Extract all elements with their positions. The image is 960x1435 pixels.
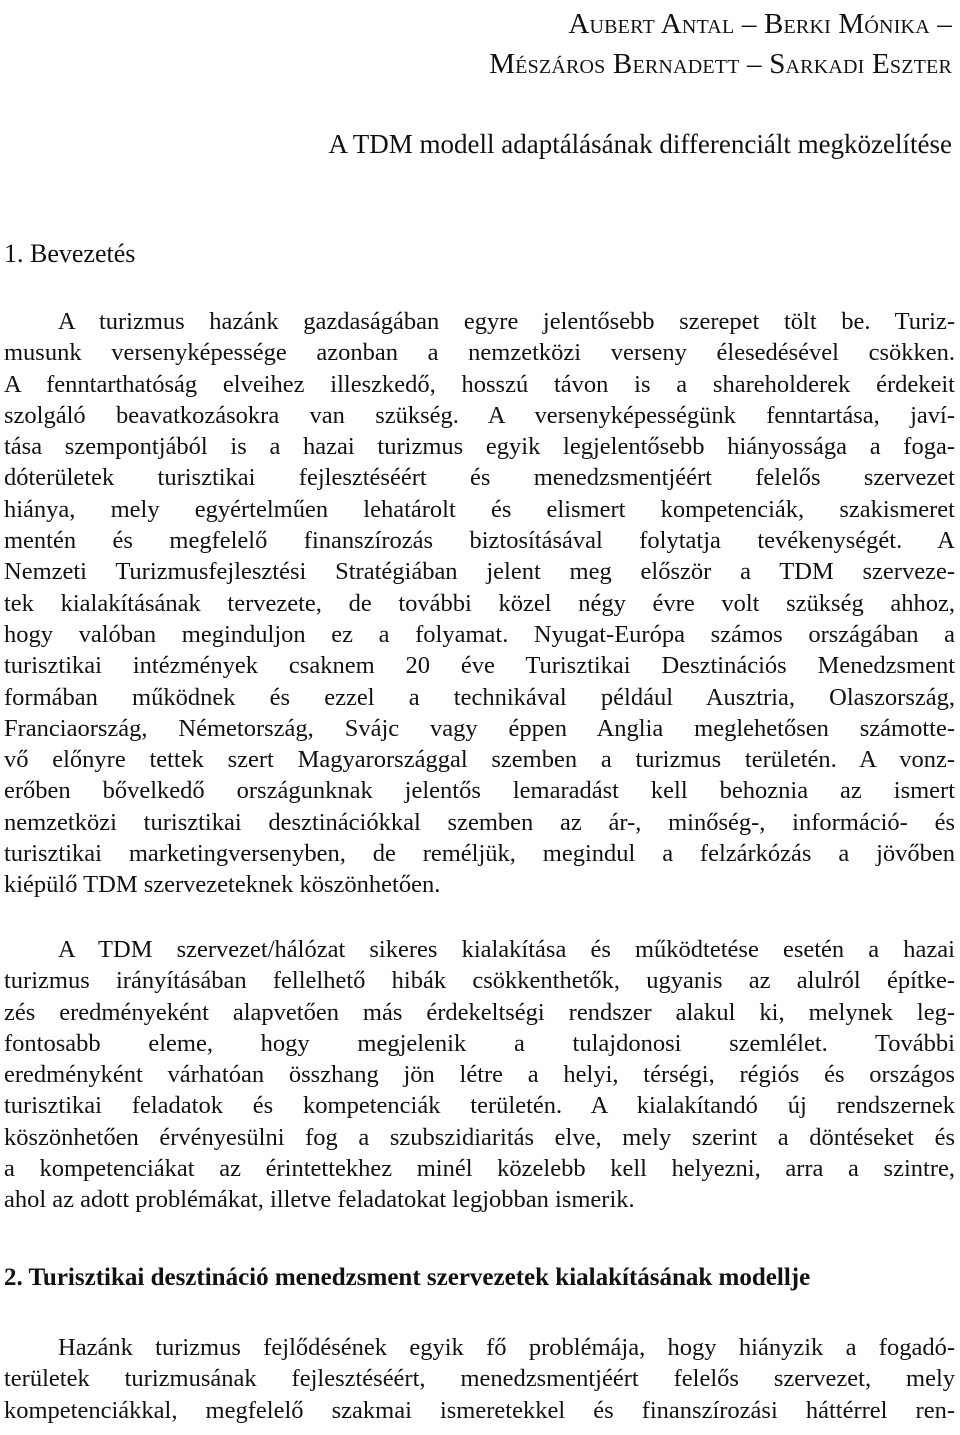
paragraph-line: Franciaország, Németország, Svájc vagy éppen Anglia meglehetősen számotte- — [4, 714, 955, 742]
paragraph-line: turisztikai feladatok és kompetenciák területén. A kialakítandó új rendszernek — [4, 1092, 955, 1120]
paragraph-line: dóterületek turisztikai fejlesztéséért és menedzsmentjéért felelős szervezet — [4, 464, 955, 492]
section-1-heading: 1. Bevezetés — [4, 239, 136, 268]
paragraph-line: musunk versenyképessége azonban a nemzetközi verseny élesedésével csökken. — [4, 339, 955, 367]
paragraph-line: A turizmus hazánk gazdaságában egyre jelentősebb szerepet tölt be. Turiz- — [58, 308, 955, 335]
authors-line-1: Aubert Antal – Berki Mónika – — [568, 8, 952, 40]
paragraph-line: tek kialakításának tervezete, de további közel négy évre volt szükség ahhoz, — [4, 589, 955, 617]
paragraph-line: turisztikai marketingversenyben, de reméljük, megindul a felzárkózás a jövőben — [4, 840, 955, 868]
paragraph-line: A TDM szervezet/hálózat sikeres kialakítása és működtetése esetén a hazai — [58, 936, 955, 963]
paragraph-line: Hazánk turizmus fejlődésének egyik fő problémája, hogy hiányzik a fogadó- — [58, 1334, 955, 1361]
paragraph-line: területek turizmusának fejlesztéséért, menedzsmentjéért felelős szervezet, mely — [4, 1365, 955, 1393]
paragraph-line: hiánya, mely egyértelműen lehatárolt és elismert kompetenciák, szakismeret — [4, 495, 955, 523]
paragraph-line: mentén és megfelelő finanszírozás biztosításával folytatja tevékenységét. A — [4, 527, 955, 555]
paragraph-line: A fenntarthatóság elveihez illeszkedő, hosszú távon is a shareholderek érdekeit — [4, 370, 955, 398]
paragraph-line: vő előnyre tettek szert Magyarországgal szemben a turizmus területén. A vonz- — [4, 746, 955, 774]
paragraph-line: nemzetközi turisztikai desztinációkkal szemben az ár-, minőség-, információ- és — [4, 808, 955, 836]
paragraph-line: tása szempontjából is a hazai turizmus egyik legjelentősebb hiányossága a foga- — [4, 433, 955, 461]
section-1-paragraph-1 — [4, 306, 955, 901]
paragraph-line: köszönhetően érvényesülni fog a szubszidiaritás elve, mely szerint a döntéseket és — [4, 1123, 955, 1151]
paragraph-line: a kompetenciákat az érintettekhez minél közelebb kell helyezni, arra a szintre, — [4, 1155, 955, 1183]
paragraph-line: eredményként várhatóan összhang jön létre a helyi, térségi, régiós és országos — [4, 1061, 955, 1089]
authors-block — [489, 4, 952, 84]
section-1-paragraph-2 — [4, 934, 955, 1216]
section-2-paragraph-1 — [4, 1332, 955, 1426]
paragraph-line: ahol az adott problémákat, illetve feladatokat legjobban ismerik. — [4, 1186, 635, 1214]
paragraph-line: formában működnek és ezzel a technikával például Ausztria, Olaszország, — [4, 683, 955, 711]
paragraph-line: kompetenciákkal, megfelelő szakmai ismeretekkel és finanszírozási háttérrel ren- — [4, 1396, 955, 1424]
paragraph-line: kiépülő TDM szervezeteknek köszönhetően. — [4, 871, 441, 899]
paragraph-line: erőben bővelkedő országunknak jelentős lemaradást kell behoznia az ismert — [4, 777, 955, 805]
paragraph-line: szolgáló beavatkozásokra van szükség. A versenyképességünk fenntartása, javí- — [4, 401, 955, 429]
paragraph-line: zés eredményeként alapvetően más érdekeltségi rendszer alakul ki, melynek leg- — [4, 998, 955, 1026]
paragraph-line: Nemzeti Turizmusfejlesztési Stratégiában jelent meg először a TDM szerveze- — [4, 558, 955, 586]
paragraph-line: turisztikai intézmények csaknem 20 éve Turisztikai Desztinációs Menedzsment — [4, 652, 955, 680]
section-2-heading: 2. Turisztikai desztináció menedzsment szervezetek kialakításának modellje — [4, 1264, 811, 1291]
paragraph-line: hogy valóban meginduljon ez a folyamat. Nyugat-Európa számos országában a — [4, 620, 955, 648]
paragraph-line: turizmus irányításában fellelhető hibák csökkenthetők, ugyanis az alulról építke- — [4, 967, 955, 995]
authors-line-2: Mészáros Bernadett – Sarkadi Eszter — [489, 48, 952, 80]
paragraph-line: fontosabb eleme, hogy megjelenik a tulajdonosi szemlélet. További — [4, 1029, 955, 1057]
article-title: A TDM modell adaptálásának differenciált megközelítése — [328, 129, 952, 159]
